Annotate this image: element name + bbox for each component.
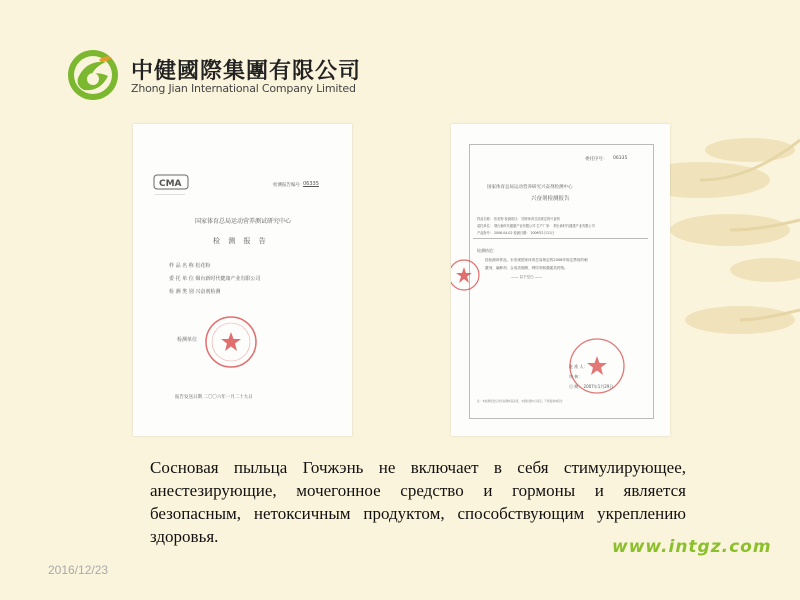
cma-mark-icon <box>153 174 189 190</box>
slide-date: 2016/12/23 <box>48 563 109 577</box>
conclusion-line: 经检测该样品，未发现国家体育总局规定的2006年规定禁用的刺 <box>485 258 588 262</box>
description-caption: Сосновая пыльца Гочжэнь не включает в себя стимулирующее, анестезирующие, мочегонное средство и гормоны и является безопасным, нетоксичным продуктом, способствующим укреплению здоровья. <box>150 458 686 546</box>
reviewer: 审 核： <box>569 374 583 379</box>
divider <box>473 238 648 239</box>
company-name-chinese: 中健國際集團有限公司 <box>131 59 362 84</box>
conclusion-label: 检测结论： <box>477 248 497 253</box>
report-title: 兴奋剂检测报告 <box>531 196 570 202</box>
official-red-stamp-icon <box>203 314 259 370</box>
report-title: 检 测 报 告 <box>213 237 269 245</box>
svg-text:CMA: CMA <box>159 179 182 189</box>
issue-date: 报告发送日期 二〇〇六年一月二十九日 <box>175 395 253 400</box>
certificate-document-right <box>451 124 670 436</box>
center-name: 国家体育总局运动营养测试研究中心 <box>195 218 292 225</box>
website-link[interactable]: www.intgz.com <box>612 537 772 557</box>
footer-note: 注：本检测报告仅对所检测样品负责，未经检测中心同意，不得复制本报告 <box>477 400 563 403</box>
info-row: 产品批号： 2006-04-02 检测日期： 2006年1月11日 <box>477 231 555 235</box>
info-row: 委托单位： 烟台新时代健康产业有限公司 生产厂家： 烟台新时代健康产业有限公司 <box>477 224 595 228</box>
sample-row: 样 品 名 称 松花粉 <box>169 263 211 269</box>
report-no: 06335 <box>303 181 319 187</box>
center-name: 国家体育总局运动营养研究兴奋剂检测中心 <box>487 185 573 190</box>
company-name-english: Zhong Jian International Company Limited <box>131 82 356 95</box>
report-no-label: 委托序号： <box>585 157 608 162</box>
approver: 批 准 人： <box>569 364 588 369</box>
certificate-document-left <box>133 124 352 436</box>
stamp-label: 检测单位 <box>177 337 198 343</box>
conclusion-line: —— 以下空白 —— <box>511 275 543 279</box>
company-logo-icon <box>66 48 120 102</box>
sign-date: 日 期： 2007年1月29日 <box>569 384 614 389</box>
client-row: 委 托 单 位 烟台新时代健康产业有限公司 <box>169 276 261 282</box>
info-row: 样品名称： 松花粉 检测项目： 国家体育总局规定的兴奋剂 <box>477 217 560 221</box>
conclusion-line: 激剂、麻醉剂、合成类固醇、利尿剂和激素类药物。 <box>485 266 568 270</box>
category-row: 检 测 类 别 兴奋剂检测 <box>169 289 221 295</box>
official-red-stamp-icon <box>451 258 481 292</box>
cma-caption: —————————— <box>155 192 185 196</box>
report-no-label: 检测报告编号： <box>273 183 305 188</box>
report-no: 06335 <box>613 156 628 161</box>
